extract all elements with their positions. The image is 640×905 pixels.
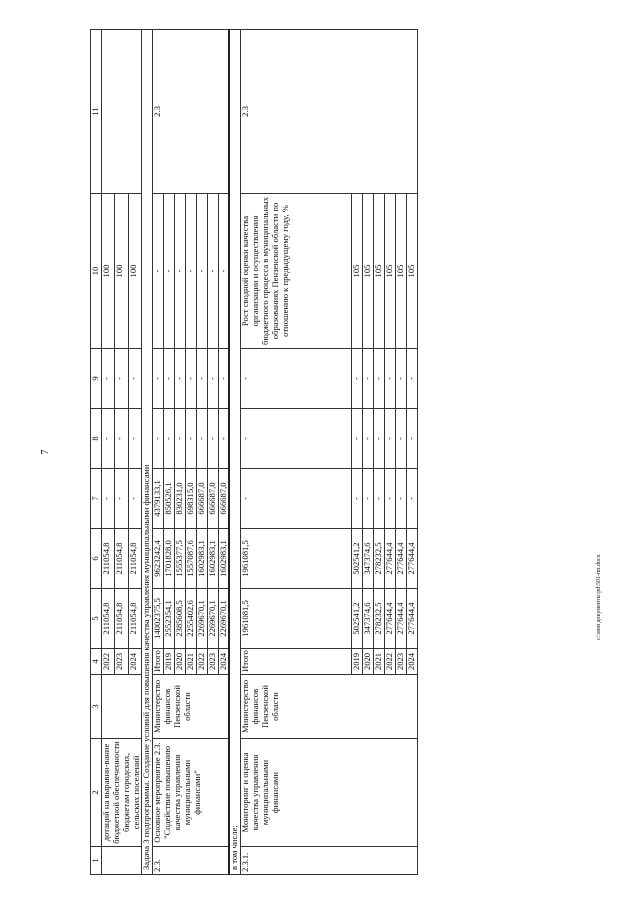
column-header: 6 <box>91 529 102 589</box>
value-cell: - <box>352 409 363 469</box>
row-number <box>101 847 142 875</box>
year-cell: 2023 <box>115 649 129 675</box>
value-cell: - <box>153 409 164 469</box>
indicator-value: 105 <box>374 194 385 349</box>
indicator-name: Рост сводной оценки качества организации и осуществления бюджетного процесса в муниципальных образованиях Пензенской области по отношению к предыдущему году, % <box>241 194 352 349</box>
column-header: 10 <box>91 194 102 349</box>
rotated-table-container <box>90 30 601 875</box>
executor: Министерство финансов Пензенской области <box>153 675 230 739</box>
value-cell: 1602983,1 <box>207 529 218 589</box>
indicator-value: - <box>185 194 196 349</box>
value-cell: 698315,0 <box>185 469 196 529</box>
value-cell: - <box>207 349 218 409</box>
year-cell: 2021 <box>185 649 196 675</box>
value-cell: - <box>185 409 196 469</box>
indicator-value: - <box>207 194 218 349</box>
indicator-value: 105 <box>363 194 374 349</box>
in-total-row <box>229 30 240 875</box>
value-cell: - <box>241 349 352 409</box>
year-cell: 2024 <box>128 649 142 675</box>
value-cell: 1961081,5 <box>241 589 352 649</box>
value-cell: - <box>115 349 129 409</box>
value-cell: 666687,0 <box>196 469 207 529</box>
task-row <box>142 30 153 875</box>
year-cell: 2020 <box>175 649 186 675</box>
indicator-value: 100 <box>115 194 129 349</box>
value-cell: - <box>218 349 229 409</box>
table-row <box>241 30 352 875</box>
value-cell: 2269670,1 <box>218 589 229 649</box>
value-cell: 2385608,5 <box>175 589 186 649</box>
value-cell: - <box>241 469 352 529</box>
value-cell: - <box>384 349 395 409</box>
value-cell: - <box>196 409 207 469</box>
value-cell: - <box>207 409 218 469</box>
value-cell: - <box>115 409 129 469</box>
value-cell: 347374,6 <box>363 589 374 649</box>
value-cell: 9623242,4 <box>153 529 164 589</box>
value-cell: 1555377,5 <box>175 529 186 589</box>
measure-name: дотаций на выравни-вание бюджетной обеспеченности бюджетам городских, сельских поселений <box>101 739 142 847</box>
value-cell: 830231,0 <box>175 469 186 529</box>
year-cell: 2024 <box>218 649 229 675</box>
measure-name: Мониторинг и оценка качества управления муниципальными финансами <box>241 739 417 847</box>
value-cell: - <box>101 409 115 469</box>
value-cell: 4379133,1 <box>153 469 164 529</box>
value-cell: 2255402,6 <box>185 589 196 649</box>
task-title: Задача 3 подпрограммы. Создание условий для повышения качества управления муниципальными финансами <box>142 30 153 875</box>
executor <box>101 675 142 739</box>
value-cell: - <box>115 469 129 529</box>
value-cell: - <box>395 349 406 409</box>
value-cell: 211054,8 <box>115 589 129 649</box>
value-cell: 2269670,1 <box>207 589 218 649</box>
year-cell: 2019 <box>164 649 175 675</box>
value-cell: - <box>196 349 207 409</box>
value-cell: 666687,0 <box>207 469 218 529</box>
value-cell: - <box>374 349 385 409</box>
value-cell: 211054,8 <box>101 589 115 649</box>
indicator-value: 105 <box>395 194 406 349</box>
value-cell: 277644,4 <box>395 529 406 589</box>
column-header: 3 <box>91 675 102 739</box>
page-number: 7 <box>40 449 51 455</box>
column-header: 11 <box>91 30 102 194</box>
value-cell: - <box>374 469 385 529</box>
file-path: c:\мои документы\pd\501-пп.docx <box>596 554 602 640</box>
value-cell: 277644,4 <box>384 589 395 649</box>
value-cell: - <box>128 349 142 409</box>
value-cell: - <box>406 469 417 529</box>
value-cell: 347374,6 <box>363 529 374 589</box>
value-cell: 211054,8 <box>115 529 129 589</box>
value-cell: 502541,2 <box>352 589 363 649</box>
year-cell: 2022 <box>384 649 395 675</box>
value-cell: 277644,4 <box>395 589 406 649</box>
year-cell: 2023 <box>207 649 218 675</box>
year-cell: 2021 <box>374 649 385 675</box>
year-cell: Итого <box>153 649 164 675</box>
task-number: 2.3 <box>241 30 417 194</box>
indicator-value: 100 <box>101 194 115 349</box>
indicator-value: 105 <box>384 194 395 349</box>
row-number: 2.3. <box>153 847 230 875</box>
indicator-value: 105 <box>352 194 363 349</box>
value-cell: - <box>185 349 196 409</box>
year-cell: 2023 <box>395 649 406 675</box>
value-cell: - <box>363 469 374 529</box>
value-cell: - <box>352 349 363 409</box>
year-cell: 2020 <box>363 649 374 675</box>
indicator-value: 100 <box>128 194 142 349</box>
document-sheet <box>90 30 601 875</box>
column-header: 9 <box>91 349 102 409</box>
measure-name: Основное мероприятие 2.3. "Содействие повышению качества управления муниципальными финансами" <box>153 739 230 847</box>
value-cell: - <box>101 469 115 529</box>
value-cell: 211054,8 <box>101 529 115 589</box>
value-cell: 277644,4 <box>384 529 395 589</box>
value-cell: 211054,8 <box>128 529 142 589</box>
year-cell: 2019 <box>352 649 363 675</box>
value-cell: 666687,0 <box>218 469 229 529</box>
value-cell: - <box>406 409 417 469</box>
column-header: 7 <box>91 469 102 529</box>
year-cell: 2022 <box>196 649 207 675</box>
value-cell: 1701828,0 <box>164 529 175 589</box>
value-cell: - <box>128 469 142 529</box>
value-cell: 850526,1 <box>164 469 175 529</box>
column-header: 5 <box>91 589 102 649</box>
column-header: 4 <box>91 649 102 675</box>
year-cell: 2022 <box>101 649 115 675</box>
year-cell: Итого <box>241 649 352 675</box>
indicator-value: - <box>196 194 207 349</box>
value-cell: - <box>363 409 374 469</box>
value-cell: 1961081,5 <box>241 529 352 589</box>
value-cell: - <box>384 409 395 469</box>
value-cell: - <box>164 409 175 469</box>
column-header: 8 <box>91 409 102 469</box>
program-table <box>90 29 418 875</box>
value-cell: - <box>101 349 115 409</box>
value-cell: 2269670,1 <box>196 589 207 649</box>
value-cell: 502541,2 <box>352 529 363 589</box>
value-cell: - <box>175 349 186 409</box>
value-cell: - <box>374 409 385 469</box>
value-cell: - <box>352 469 363 529</box>
task-number <box>101 30 142 194</box>
value-cell: 278232,5 <box>374 529 385 589</box>
value-cell: - <box>395 469 406 529</box>
indicator-value: - <box>175 194 186 349</box>
value-cell: 277644,4 <box>406 529 417 589</box>
value-cell: 1602983,1 <box>218 529 229 589</box>
value-cell: - <box>164 349 175 409</box>
task-number: 2.3 <box>153 30 230 194</box>
value-cell: - <box>363 349 374 409</box>
value-cell: 1602983,1 <box>196 529 207 589</box>
value-cell: 1557087,6 <box>185 529 196 589</box>
in-total-label: в том числе: <box>229 30 240 875</box>
executor: Министерство финансов Пензенской области <box>241 675 417 739</box>
value-cell: 278232,5 <box>374 589 385 649</box>
value-cell: - <box>384 469 395 529</box>
indicator-value: - <box>153 194 164 349</box>
value-cell: - <box>395 409 406 469</box>
value-cell: - <box>175 409 186 469</box>
table-row <box>101 30 115 875</box>
column-header: 1 <box>91 847 102 875</box>
value-cell: 211054,8 <box>128 589 142 649</box>
table-row <box>153 30 164 875</box>
indicator-value: - <box>164 194 175 349</box>
value-cell: - <box>128 409 142 469</box>
indicator-value: - <box>218 194 229 349</box>
value-cell: - <box>153 349 164 409</box>
value-cell: - <box>218 409 229 469</box>
row-number: 2.3.1. <box>241 847 417 875</box>
year-cell: 2024 <box>406 649 417 675</box>
value-cell: - <box>406 349 417 409</box>
column-header: 2 <box>91 739 102 847</box>
indicator-value: 105 <box>406 194 417 349</box>
value-cell: - <box>241 409 352 469</box>
value-cell: 277644,4 <box>406 589 417 649</box>
value-cell: 2552354,1 <box>164 589 175 649</box>
header-row <box>91 30 102 875</box>
value-cell: 14002375,5 <box>153 589 164 649</box>
